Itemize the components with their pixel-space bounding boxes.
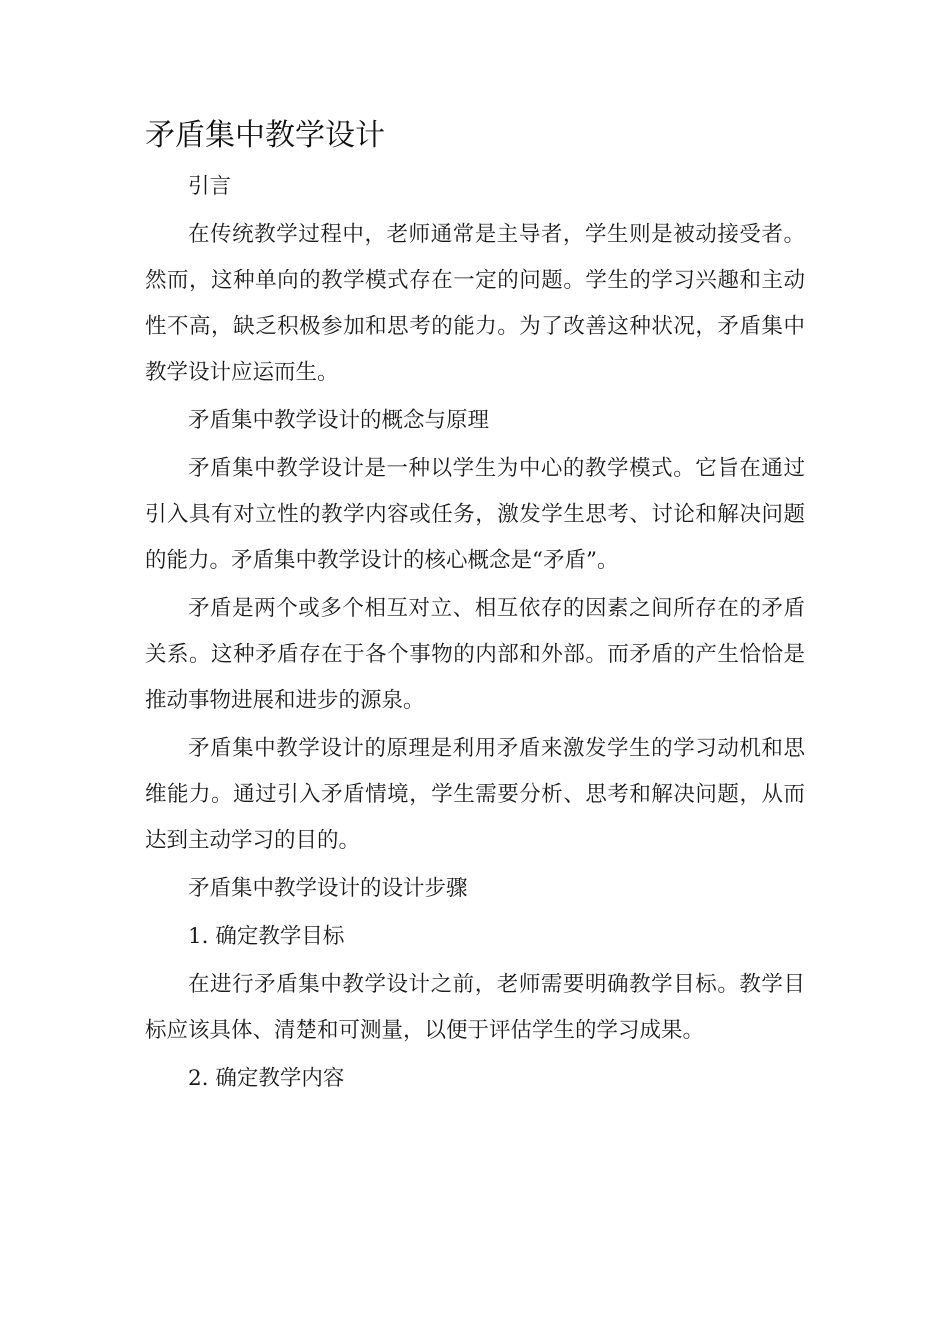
document-title: 矛盾集中教学设计 <box>145 118 385 153</box>
paragraph: 在进行矛盾集中教学设计之前，老师需要明确教学目标。教学目标应该具体、清楚和可测量，以便于评估学生的学习成果。 <box>145 972 805 1043</box>
paragraph: 矛盾集中教学设计的原理是利用矛盾来激发学生的学习动机和思维能力。通过引入矛盾情境，学生需要分析、思考和解决问题，从而达到主动学习的目的。 <box>145 736 805 853</box>
step-heading-2: 2. 确定教学内容 <box>188 1066 345 1091</box>
section-heading-introduction: 引言 <box>188 174 232 199</box>
paragraph: 在传统教学过程中，老师通常是主导者，学生则是被动接受者。然而，这种单向的教学模式存在一定的问题。学生的学习兴趣和主动性不高，缺乏积极参加和思考的能力。为了改善这种状况，矛盾集中教学设计应运而生。 <box>145 222 805 385</box>
step-heading-1: 1. 确定教学目标 <box>188 924 345 949</box>
section-heading-concept: 矛盾集中教学设计的概念与原理 <box>188 408 490 433</box>
paragraph: 矛盾集中教学设计是一种以学生为中心的教学模式。它旨在通过引入具有对立性的教学内容或任务，激发学生思考、讨论和解决问题的能力。矛盾集中教学设计的核心概念是“矛盾”。 <box>145 456 805 573</box>
paragraph: 矛盾是两个或多个相互对立、相互依存的因素之间所存在的矛盾关系。这种矛盾存在于各个事物的内部和外部。而矛盾的产生恰恰是推动事物进展和进步的源泉。 <box>145 596 805 713</box>
document-body <box>145 110 805 1104</box>
section-heading-steps: 矛盾集中教学设计的设计步骤 <box>188 876 468 901</box>
